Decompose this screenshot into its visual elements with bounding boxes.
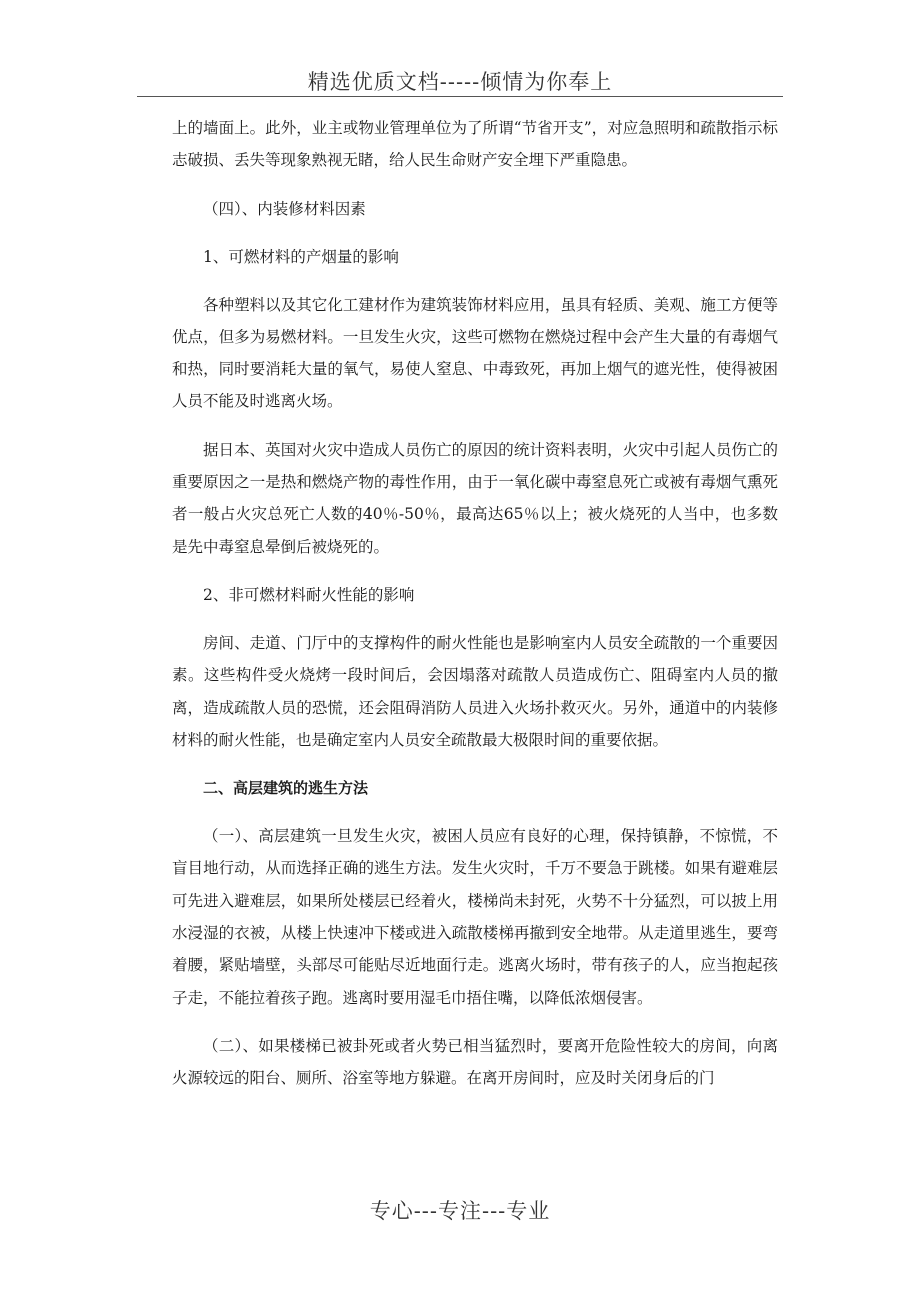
paragraph-continued: 上的墙面上。此外，业主或物业管理单位为了所谓“节省开支”，对应急照明和疏散指示标志破损、丢失等现象熟视无睹，给人民生命财产安全埋下严重隐患。 [172, 119, 778, 170]
paragraph-plastics: 各种塑料以及其它化工建材作为建筑装饰材料应用，虽具有轻质、美观、施工方便等优点，但多为易燃材料。一旦发生火灾，这些可燃物在燃烧过程中会产生大量的有毒烟气和热，同时要消耗大量的氧气，易使人窒息、中毒致死，再加上烟气的遮光性，使得被困人员不能及时逃离火场。 [172, 295, 778, 411]
paragraph-escape-two: （二）、如果楼梯已被卦死或者火势已相当猛烈时，要离开危险性较大的房间，向离火源较远的阳台、厕所、浴室等地方躲避。在离开房间时，应及时关闭身后的门 [172, 1036, 778, 1088]
paragraph-escape-one: （一）、高层建筑一旦发生火灾，被困人员应有良好的心理，保持镇静，不惊慌，不盲目地行动，从而选择正确的逃生方法。发生火灾时，千万不要急于跳楼。如果有避难层可先进入避难层，如果所处楼层已经着火，楼梯尚未封死，火势不十分猛烈，可以披上用水浸湿的衣被，从楼上快速冲下楼或进入疏散楼梯再撤到安全地带。从走道里逃生，要弯着腰，紧贴墙壁，头部尽可能贴尽近地面行走。逃离火场时，带有孩子的人，应当抱起孩子走，不能拉着孩子跑。逃离时要用湿毛巾捂住嘴，以降低浓烟侵害。 [172, 827, 778, 1007]
page-footer-text: 专心---专注---专业 [369, 1199, 551, 1223]
document-body [172, 112, 778, 1111]
paragraph-statistics: 据日本、英国对火灾中造成人员伤亡的原因的统计资料表明，火灾中引起人员伤亡的重要原因之一是热和燃烧产物的毒性作用，由于一氧化碳中毒窒息死亡或被有毒烟气熏死者一般占火灾总死亡人数的40％-50％，最高达65％以上；被火烧死的人当中，也多数是先中毒窒息晕倒后被烧死的。 [172, 440, 778, 556]
subheading-noncombustible-fire-resistance: 2、非可燃材料耐火性能的影响 [203, 585, 415, 604]
page-header-title: 精选优质文档-----倾情为你奉上 [307, 70, 613, 94]
section-heading-escape-methods: 二、高层建筑的逃生方法 [203, 779, 369, 798]
header-divider [137, 96, 783, 97]
subheading-interior-materials: （四）、内装修材料因素 [203, 199, 366, 218]
subheading-combustible-smoke: 1、可燃材料的产烟量的影响 [203, 247, 399, 266]
paragraph-support-members: 房间、走道、门厅中的支撑构件的耐火性能也是影响室内人员安全疏散的一个重要因素。这些构件受火烧烤一段时间后，会因塌落对疏散人员造成伤亡、阻碍室内人员的撤离，造成疏散人员的恐慌，还会阻碍消防人员进入火场扑救灭火。另外，通道中的内装修材料的耐火性能，也是确定室内人员安全疏散最大极限时间的重要依据。 [172, 633, 778, 749]
